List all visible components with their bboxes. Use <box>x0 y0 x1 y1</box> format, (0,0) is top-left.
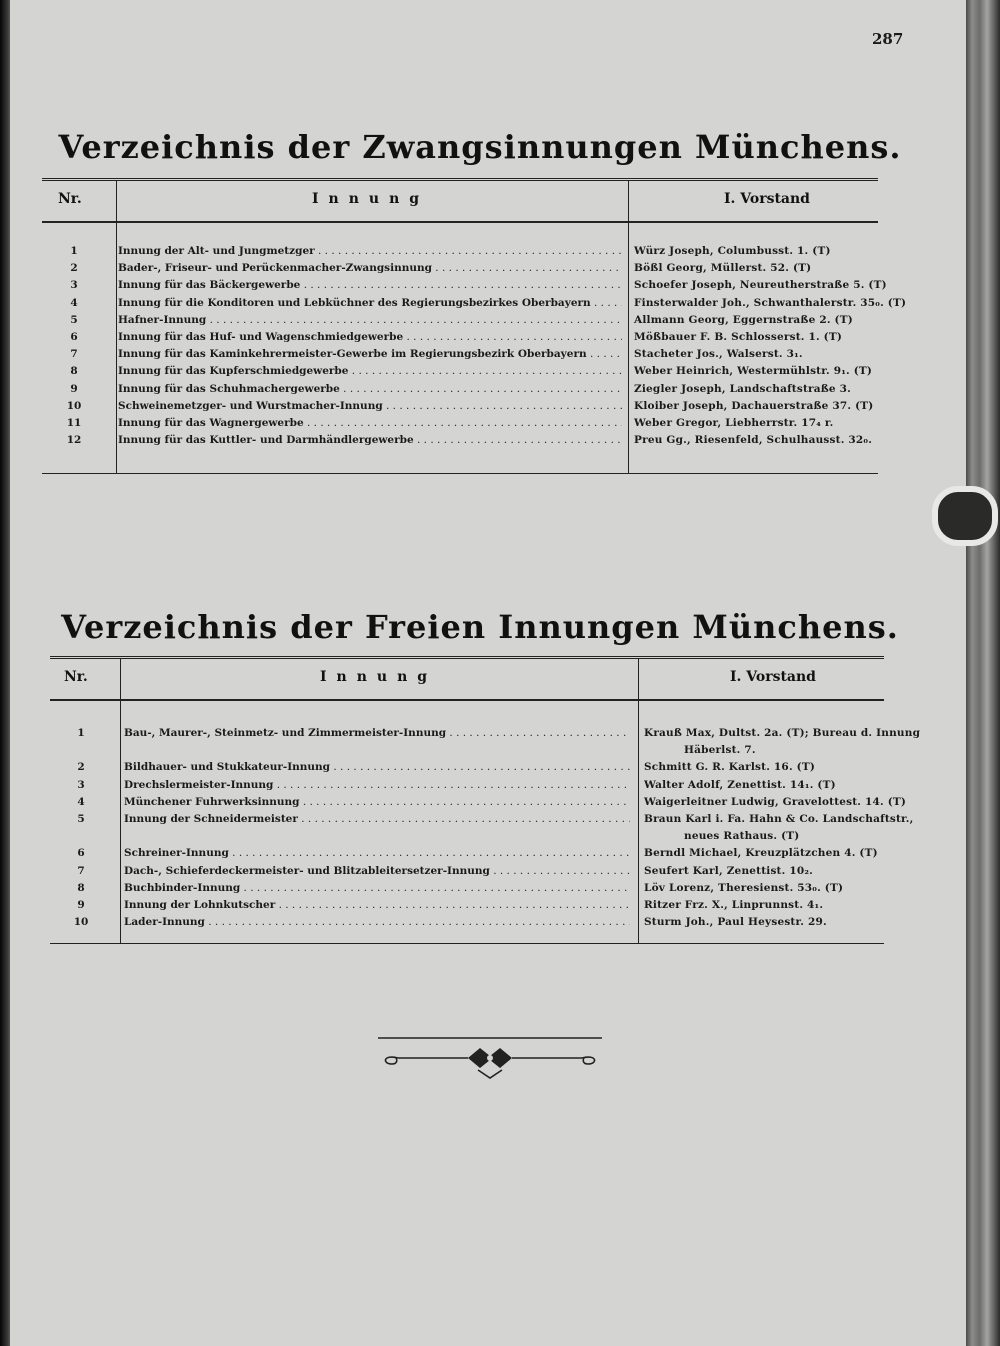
table-row <box>42 415 878 432</box>
row-number: 4 <box>77 795 85 808</box>
innung-name: Bildhauer- und Stukkateur-Innung . . . <box>124 759 630 776</box>
innung-name: Innung für das Kaminkehrermeister-Gewerbe im Regierungsbezirk Oberbayern . . . <box>118 346 622 363</box>
table-row <box>42 260 878 277</box>
row-number: 8 <box>70 365 78 378</box>
innung-name: Dach-, Schieferdeckermeister- und Blitzableitersetzer-Innung . . . <box>124 863 630 880</box>
vorstand-name: Finsterwalder Joh., Schwanthalerstr. 35₀. (T) <box>634 296 907 309</box>
table-row <box>42 432 878 449</box>
innung-name: Schreiner-Innung . . . <box>124 845 630 862</box>
innung-name: Innung für die Konditoren und Lebküchner des Regierungsbezirkes Oberbayern . . . <box>118 295 622 312</box>
vorstand-name: Mößbauer F. B. Schlosserst. 1. (T) <box>634 331 843 343</box>
table-row <box>42 295 907 312</box>
vorstand-name: Braun Karl i. Fa. Hahn & Co. Landschaftstr., <box>644 813 914 825</box>
table-row <box>50 880 884 897</box>
vorstand-name: Schoefer Joseph, Neureutherstraße 5. (T) <box>634 279 887 292</box>
list1-header <box>42 181 878 223</box>
row-number: 8 <box>77 881 85 894</box>
page-number: 287 <box>872 30 904 48</box>
row-number: 3 <box>77 778 85 791</box>
row-number: 4 <box>70 296 78 309</box>
vorstand-name: Weber Heinrich, Westermühlstr. 9₁. (T) <box>634 365 873 378</box>
row-number: 7 <box>77 864 85 877</box>
vorstand-name: Berndl Michael, Kreuzplätzchen 4. (T) <box>644 847 878 860</box>
vorstand-name: Walter Adolf, Zenettist. 14₁. (T) <box>644 778 836 791</box>
paper-clip <box>932 486 998 546</box>
vorstand-name: Weber Gregor, Liebherrstr. 17₄ r. <box>634 417 834 429</box>
vorstand-name-continued: Häberlst. 7. <box>684 744 756 757</box>
page-edges <box>966 0 1000 1346</box>
header-innung: Innung <box>312 191 430 207</box>
innung-name: Schweinemetzger- und Wurstmacher-Innung . . . <box>118 398 622 415</box>
innung-name: Innung für das Wagnergewerbe . . . <box>118 415 622 432</box>
vorstand-name: Bößl Georg, Müllerst. 52. (T) <box>634 262 812 275</box>
row-number: 9 <box>70 382 78 395</box>
vorstand-name: Waigerleitner Ludwig, Gravelottest. 14. (T) <box>644 795 907 808</box>
table-row <box>42 243 878 260</box>
row-number: 5 <box>77 813 85 825</box>
list2-title: Verzeichnis der Freien Innungen Münchens. <box>61 608 899 646</box>
table-row <box>50 725 921 757</box>
table-row <box>42 312 878 329</box>
row-number: 3 <box>70 279 78 292</box>
innung-name: Innung der Alt- und Jungmetzger . . . <box>118 243 622 260</box>
list2-table <box>50 656 921 944</box>
innung-name: Innung für das Huf- und Wagenschmiedgewerbe . . . <box>118 329 622 346</box>
vorstand-name: Ziegler Joseph, Landschaftstraße 3. <box>634 382 852 395</box>
vorstand-name: Seufert Karl, Zenettist. 10₂. <box>644 864 813 877</box>
innung-name: Innung für das Kupferschmiedgewerbe . . . <box>118 363 622 380</box>
innung-name: Buchbinder-Innung . . . <box>124 880 630 897</box>
innung-name: Innung für das Bäckergewerbe . . . <box>118 277 622 294</box>
innung-name: Lader-Innung . . . <box>124 914 630 931</box>
innung-name: Bader-, Friseur- und Perückenmacher-Zwangsinnung . . . <box>118 260 622 277</box>
table-row <box>42 363 878 380</box>
table-row <box>50 845 884 862</box>
innung-name: Münchener Fuhrwerksinnung . . . <box>124 794 630 811</box>
vorstand-name: Allmann Georg, Eggernstraße 2. (T) <box>634 313 853 326</box>
vorstand-name: Preu Gg., Riesenfeld, Schulhausst. 32₀. <box>634 434 873 447</box>
vorstand-name: Würz Joseph, Columbusst. 1. (T) <box>634 245 831 257</box>
row-number: 2 <box>70 262 78 275</box>
table-row <box>50 777 884 794</box>
vorstand-name: Schmitt G. R. Karlst. 16. (T) <box>644 761 816 774</box>
table-row <box>50 759 884 776</box>
innung-name: Bau-, Maurer-, Steinmetz- und Zimmermeister-Innung . . . <box>124 725 630 742</box>
table-row <box>42 398 878 415</box>
row-number: 6 <box>70 331 78 343</box>
vorstand-name: Stacheter Jos., Walserst. 3₁. <box>634 348 803 361</box>
table-row <box>42 381 878 398</box>
vorstand-name-continued: neues Rathaus. (T) <box>684 830 800 843</box>
innung-name: Innung der Schneidermeister . . . <box>124 811 630 828</box>
row-number: 10 <box>73 916 89 929</box>
table-row <box>50 811 914 843</box>
innung-name: Innung für das Kuttler- und Darmhändlergewerbe . . . <box>118 432 622 449</box>
table-row <box>50 914 884 931</box>
header-vorstand: I. Vorstand <box>730 669 816 685</box>
list1-title: Verzeichnis der Zwangsinnungen Münchens. <box>58 128 902 166</box>
innung-name: Innung der Lohnkutscher . . . <box>124 897 630 914</box>
row-number: 1 <box>77 727 85 739</box>
vorstand-name: Sturm Joh., Paul Heysestr. 29. <box>644 916 827 929</box>
header-nr: Nr. <box>58 191 82 207</box>
list1-table <box>42 178 907 474</box>
innung-name: Drechslermeister-Innung . . . <box>124 777 630 794</box>
row-number: 12 <box>66 434 82 447</box>
innung-name: Hafner-Innung . . . <box>118 312 622 329</box>
row-number: 5 <box>70 313 78 326</box>
table-row <box>42 329 878 346</box>
row-number: 11 <box>66 417 82 429</box>
header-nr: Nr. <box>64 669 88 685</box>
row-number: 6 <box>77 847 85 860</box>
list2-header <box>50 659 884 701</box>
table-row <box>50 863 884 880</box>
header-vorstand: I. Vorstand <box>724 191 810 207</box>
table-row <box>50 794 907 811</box>
row-number: 7 <box>70 348 78 361</box>
vorstand-name: Krauß Max, Dultst. 2a. (T); Bureau d. Innung <box>644 727 921 739</box>
vorstand-name: Ritzer Frz. X., Linprunnst. 4₁. <box>644 899 824 911</box>
row-number: 10 <box>66 399 82 412</box>
innung-name: Innung für das Schuhmachergewerbe . . . <box>118 381 622 398</box>
row-number: 2 <box>77 761 85 774</box>
vorstand-name: Kloiber Joseph, Dachauerstraße 37. (T) <box>634 399 874 412</box>
table-row <box>42 346 878 363</box>
vorstand-name: Löv Lorenz, Theresienst. 53₀. (T) <box>644 881 844 894</box>
table-row <box>42 277 887 294</box>
ornament-flourish <box>368 1032 612 1084</box>
table-row <box>50 897 884 914</box>
row-number: 1 <box>70 245 78 257</box>
header-innung: Innung <box>320 669 438 685</box>
row-number: 9 <box>77 899 85 911</box>
